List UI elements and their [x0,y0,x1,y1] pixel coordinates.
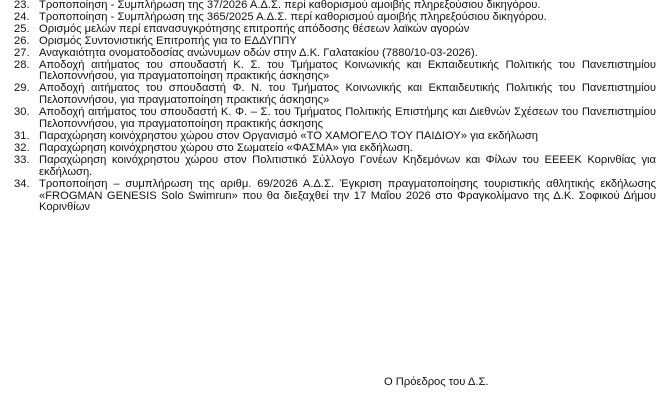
item-text: Αποδοχή αιτήματος του σπουδαστή Φ. Ν. του Τμήματος Κοινωνικής και Εκπαιδευτικής Πολιτικής του Πανεπιστημίου Πελοποννήσου, για πραγματοποίηση πρακτικής άσκησης» [39,82,656,107]
item-number: 26. [14,34,30,47]
item-number: 25. [14,22,30,35]
item-text: Ορισμός μελών περί επανασυγκρότησης επιτροπής απόδοσης θέσεων λαϊκών αγορών [39,22,470,35]
agenda-item [14,155,656,179]
item-text: Παραχώρηση κοινόχρηστου χώρου στο Σωματείο «ΦΑΣΜΑ» για εκδήλωση. [39,141,413,154]
agenda-item [14,107,656,131]
item-number: 27. [14,46,30,59]
item-text: Τροποποίηση - Συμπλήρωση της 365/2025 Α.Δ.Σ. περί καθορισμού αμοιβής πληρεξούσιου δικηγόρου. [39,10,547,23]
agenda-item [14,60,656,84]
item-text: Τροποποίηση – συμπλήρωση της αριθμ. 69/2026 Α.Δ.Σ. Έγκριση πραγματοποίησης τουριστικής αθλητικής εκδήλωσης «FROGMAN GENESIS Solo Swimrun» που θα διεξαχθεί την 17 Μαΐου 2026 στο Φραγκολίμανο της Δ.Κ. Σοφικού Δήμου Κορινθίων [39,177,656,214]
agenda-item [14,179,656,215]
agenda-item [14,48,656,60]
agenda-item [14,24,656,36]
item-text: Παραχώρηση κοινόχρηστου χώρου στον Πολιτιστικό Σύλλογο Γονέων Κηδεμόνων και Φίλων του ΕΕΕΕΚ Κορινθίας για εκδήλωση. [39,153,656,178]
item-number: 31. [14,129,30,142]
item-number: 23. [14,0,30,11]
item-number: 33. [14,153,30,166]
item-number: 30. [14,106,30,119]
item-number: 34. [14,177,30,190]
item-number: 29. [14,82,30,95]
item-number: 32. [14,141,30,154]
agenda-item [14,143,656,155]
item-number: 28. [14,58,30,71]
agenda-item [14,36,656,48]
item-text: Αποδοχή αιτήματος του σπουδαστή Κ. Φ. – Σ. του Τμήματος Πολιτικής Επιστήμης και Διεθνών Σχέσεων του Πανεπιστημίου Πελοποννήσου, για πραγματοποίηση πρακτικής άσκησης [39,106,656,131]
signature-line: Ο Πρόεδρος του Δ.Σ. [384,376,489,388]
agenda-item [14,83,656,107]
item-text: Παραχώρηση κοινόχρηστου χώρου στον Οργανισμό «ΤΟ ΧΑΜΟΓΕΛΟ ΤΟΥ ΠΑΙΔΙΟΥ» για εκδήλωση [39,129,538,142]
item-text: Τροποποίηση - Συμπλήρωση της 37/2026 Α.Δ.Σ. περί καθορισμού αμοιβής πληρεξούσιου δικηγόρου. [39,0,541,11]
agenda-list [14,0,656,214]
item-text: Αναγκαιότητα ονοματοδοσίας ανώνυμων οδών στην Δ.Κ. Γαλατακίου (7880/10-03-2026). [39,46,478,59]
item-text: Αποδοχή αιτήματος του σπουδαστή Κ. Σ. του Τμήματος Κοινωνικής και Εκπαιδευτικής Πολιτικής του Πανεπιστημίου Πελοποννήσου, για πραγματοποίηση πρακτικής άσκησης» [39,58,656,83]
item-text: Ορισμός Συντονιστικής Επιτροπής για το ΕΔΔΥΠΠΥ [39,34,297,47]
item-number: 24. [14,10,30,23]
